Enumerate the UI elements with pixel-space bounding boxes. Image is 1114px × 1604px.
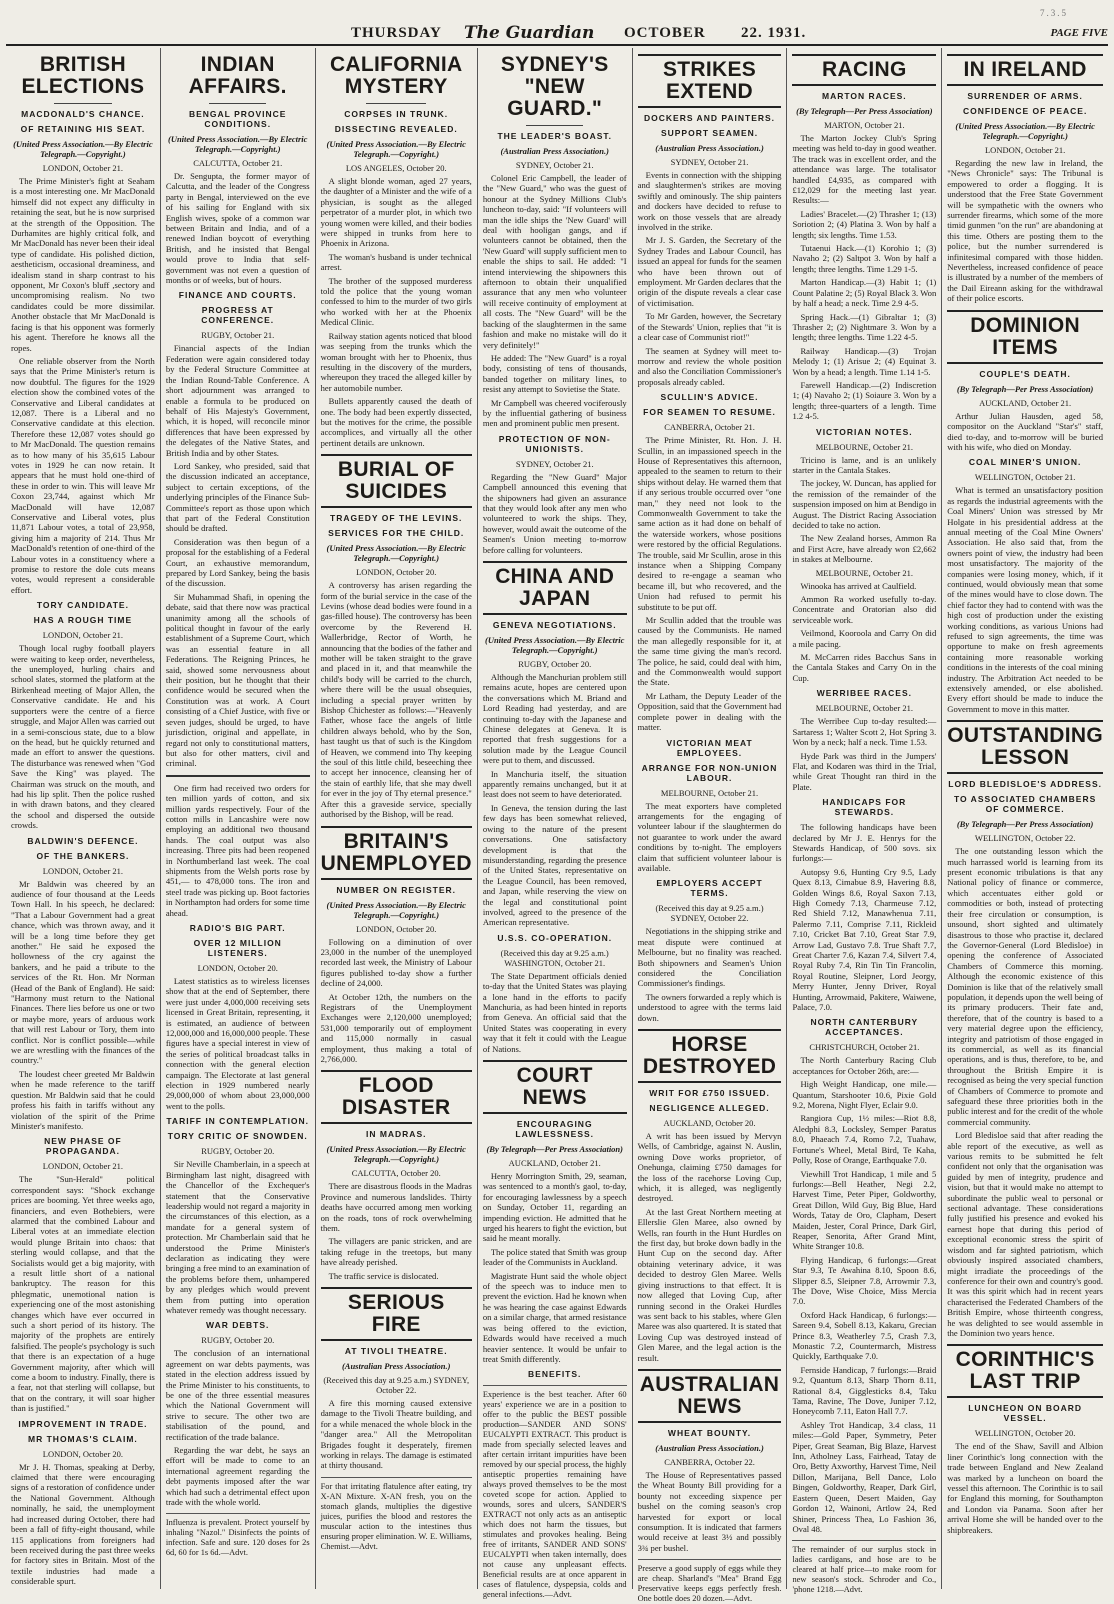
headline-indian-affairs: INDIAN AFFAIRS. (188, 53, 287, 98)
paragraph: The loudest cheer greeted Mr Baldwin when he made reference to the tariff question. Mr Baldwin said that he could profess his faith in tariffs without any violation of the spirit of the Prime Minister's manifesto. (11, 1068, 155, 1131)
dateline: LONDON, October 21. (984, 145, 1066, 155)
paragraph: Lord Sankey, who presided, said that the discussion indicated an acceptance, subject to certain exceptions, of the underlying principles of the Finance Sub-Committee's report as those upon which that part of the Federal Constitution should be drafted. (165, 460, 310, 534)
credit-line: (By Telegraph—Per Press Association) (956, 383, 1094, 394)
dateline: LONDON, October 21. (42, 630, 124, 641)
subhead: NUMBER ON REGISTER. (336, 884, 457, 895)
subhead: OVER 12 MILLION LISTENERS. (193, 938, 282, 958)
column-7 (941, 48, 1108, 1589)
subhead: WRIT FOR £750 ISSUED. (649, 1088, 770, 1098)
subhead: ENCOURAGING LAWLESSNESS. (515, 1119, 595, 1139)
paragraph: Regarding the "New Guard" Major Campbell announced this evening that the shipowners had given an assurance that they would look after any men who volunteered to work the ships. They, however, would await the outcome of the Seamen's Union meeting to-morrow before calling for volunteers. (482, 471, 627, 555)
subhead: VICTORIAN MEAT EMPLOYEES. (666, 737, 753, 758)
paragraph: One reliable observer from the North says that the Prime Minister's return is now doubtful. The figures for the 1929 election show the combined votes of the Conservative and Liberal candidates at 12,087. There is a Liberal and no Conservative candidate at this election. Therefore these 12,087 votes should go to Mr MacDonald. The question remains as to how many of his 35,615 Labour votes in 1929 he can now retain. It appears that he must hold one-third of these in order to win. This will leave Mr Coxon 23,744, against which Mr MacDonald will have 12,087 Conservative and Liberal votes, plus 11,871 Labour votes, a total of 23,958, giving him a majority of 214. Thus Mr MacDonald's retention of one-third of the Labour votes in a constituency where a promise to restore the dole cuts means votes, would represent a considerable effort. (11, 355, 155, 595)
subhead: FINANCE AND COURTS. (178, 290, 297, 301)
column-5 (632, 48, 787, 1604)
paragraph: The jockey, W. Duncan, has applied for the remission of the remainder of the suspension imposed on him at Bendigo in August. The District Racing Association decided to take no action. (792, 478, 937, 530)
paragraph: Latest statistics as to wireless licenses show that at the end of September, there were just under 4,000,000 receiving sets licensed in Great Britain, representing, it is estimated, an audience of between 12,000,000 and 16,000,000 people. These figures have a special interest in view of the series of political broadcast talks in connection with the general election campaign. The Electorate at last general election in 1929 numbered nearly 29,000,000 of whom about 23,000,000 went to the polls. (165, 976, 310, 1111)
subhead: LUNCHEON ON BOARD VESSEL. (968, 1403, 1083, 1424)
column-2 (160, 48, 315, 1589)
headline-flood-disaster: FLOOD DISASTER (321, 1070, 472, 1124)
subhead: BENGAL PROVINCE CONDITIONS. (188, 109, 287, 129)
paragraph: A slight blonde woman, aged 27 years, the daughter of a Minister and the wife of a physician, is sought as the alleged perpetrator of a murder plot, in which two young women were killed, and their bodies were shipped in trunks from here to Phoenix in Arizona. (320, 176, 472, 249)
headline-china-and-japan: CHINA AND JAPAN (483, 561, 627, 615)
race-result: Spring Hack.—(1) Gibraltar 1; (3) Thrasher 2; (2) Nightmare 3. Won by a length; three lengths. Time 1.22 4-5. (792, 311, 937, 343)
dateline: LONDON, October 20. (356, 923, 437, 934)
column-1 (6, 48, 160, 1589)
dateline: AUCKLAND, October 20. (663, 1118, 756, 1128)
dateline: MARTON, October 21. (824, 120, 905, 130)
subhead: DOCKERS AND PAINTERS. (644, 113, 776, 123)
subhead: DISSECTING REVEALED. (334, 124, 458, 134)
acceptance-list: Rangiora Cup, 1½ miles:—Riot 8.8, Aledphi 8.3, Locksley, Semper Paratus 8.0, Phaeach 7.4, Romo 7.2, Tuahaw, Fortune's Wheel, Metal Bird, Te Kaha, Polly, Rose of Orange, Earthquake 7.0. (792, 1113, 937, 1166)
subhead: MACDONALD'S CHANCE. (21, 109, 145, 119)
subhead: WAR DEBTS. (206, 1320, 270, 1331)
column-3 (315, 48, 477, 1589)
dateline: MELBOURNE, October 21. (815, 441, 913, 452)
subhead: U.S.S. CO-OPERATION. (497, 932, 613, 943)
dateline: MELBOURNE, October 21. (815, 703, 913, 714)
dateline: (Received this day at 9.25 a.m.) SYDNEY, October 22. (655, 903, 764, 924)
paragraph: Sir Neville Chamberlain, in a speech at Birmingham last night, disagreed with the Chancellor of the Exchequer's statement that the Conservative leadership would not regard a majority in the circumstances of this election, as a mandate for a general system of protection. Mr Chamberlain said that he understood the Prime Minister's declaration as indicating they were bringing a free mind to an examination of the problems before them, unhampered by any pledges which would prevent them from putting into operation whatever remedy was thought necessary. (165, 1159, 310, 1315)
paragraph: Hyde Park was third in the Jumpers' Flat, and Kodaren was third in the Trial, while Great Thought ran third in the Plate. (792, 750, 937, 792)
subhead: TARIFF IN CONTEMPLATION. (166, 1116, 310, 1127)
subhead: CONFIDENCE OF PEACE. (962, 106, 1088, 116)
credit-line: (Australian Press Association.) (500, 146, 609, 156)
paragraph: Though local rugby football players were waiting to keep order, nevertheless, the unemployed, hurling chairs and school slates, stormed the platform at the Birkenhead meeting of Major Allen, the Conservative candidate. He and his supporters were the centre of a fierce struggle, and Major Allen was carried out in a semi-conscious state, due to a blow on the head, but he quickly returned and made an effort to answer the questions. The disturbance was renewed when "God Save the King" was played. The Chairman was struck on the mouth, and had his lip split. Then the police rushed in with drawn batons, and they cleared the school and dispersed the outside crowds. (11, 643, 155, 831)
credit-line: (United Press Association.—By Electric Telegraph.—Copyright.) (955, 121, 1095, 141)
headline-strikes-extend: STRIKES EXTEND (638, 54, 782, 108)
paragraph: Mr J. H. Thomas, speaking at Derby, claimed that there were encouraging signs of a restoration of confidence under the National Government. Although nominally, he said, the unemployment had increased during October, there had been a fall of fifty-eight thousand, while 115 applications from foreigners had been received during the past three weeks for factory sites in Britain. Most of the textile industries had made a considerable spurt. (11, 1461, 155, 1587)
subhead: MR THOMAS'S CLAIM. (28, 1433, 138, 1444)
paragraph: In Manchuria itself, the situation apparently remains unchanged, but it at least does not seem to have deteriorated. (482, 768, 627, 800)
paragraph: The State Department officials denied to-day that the United States was playing a lone hand in the efforts to pacify Manchuria, as had been hinted in reports from Geneva. An official said that the United States was cooperating in every way that it felt it could with the League of Nations. (482, 970, 627, 1054)
dateline: MELBOURNE, October 21. (815, 567, 913, 578)
paragraph: Regarding the new law in Ireland, the "News Chronicle" says: The Tribunal is empowered to order a flogging. It is understood that the Free State Government will be sympathetic with the owners who surrender firearms, which some of the more timid gunmen "on the run" are abandoning at this time. Others are posting them to the police, but the number surrendered is infinitesimal compared with those hidden. Nevertheless, increased confidence of peace is illustrated by a number of the members of the Dail Eireann asking for the withdrawal of their police escorts. (947, 158, 1103, 304)
paragraph: The owners forwarded a reply which is understood to agree with the terms laid down. (637, 991, 782, 1023)
subhead: PROGRESS AT CONFERENCE. (201, 305, 275, 326)
paragraph: Consideration was then begun of a proposal for the establishing of a Federal Court, an exhaustive memorandum, prepared by Lord Sankey, being the basis of the discussion. (165, 536, 310, 589)
paragraph: The New Zealand horses, Ammon Ra and First Acre, have already won £2,662 in stakes at Melbourne. (792, 533, 937, 565)
paragraph: The conclusion of an international agreement on war debts payments, was stated in the election address issued by the Prime Minister to his constituents, to be one of the three essential measures which the National Government will strive to secure. The other two are stabilisation of the pound, and rectification of the trade balance. (165, 1348, 310, 1442)
advertisement: The remainder of our surplus stock in ladies cardigans, and hose are to be cleared at half price—to make room for new season's stock. Schroder and Co., 'phone 1218.—Advt. (792, 1540, 936, 1595)
headline-in-ireland: IN IRELAND (947, 54, 1103, 86)
credit-line: (United Press Association.—By Electric Telegraph.—Copyright.) (326, 543, 466, 564)
paragraph: The Prime Minister's fight at Seaham is a most interesting one. Mr MacDonald himself did not expect any difficulty in retaining the seat, but he is now surprised at the strength of the Opposition. The Durhamites are highly critical folk, and Mr MacDonald has never been their ideal type of candidate. His polished diction, aestheticism, occasional dreaminess, and idealism stand in sharp contrast to his opponent, Mr Coxon's bluff ,sectory and uncompromising realism. No two candidates could be more dissimilar. Another obstacle that Mr MacDonald is facing is that his opponent was formerly his agent. Therefore he knows all the ropes. (11, 176, 155, 353)
paragraph: The seamen at Sydney will meet to-morrow and review the whole position and also the Conciliation Commissioner's proposals already cabled. (637, 345, 782, 387)
library-stamp: 7.3.5 (1040, 8, 1068, 18)
paragraph: There are disastrous floods in the Madras Province and numerous landslides. Thirty deaths have occurred among men working on the roads, tons of rock overwhelming them. (320, 1181, 472, 1233)
subhead: TO ASSOCIATED CHAMBERS OF COMMERCE. (953, 794, 1097, 815)
credit-line: (Australian Press Association.) (341, 1361, 451, 1372)
credit-line: (Australian Press Association.) (655, 1442, 764, 1453)
paragraph: Events in connection with the shipping and slaughtermen's strikes are moving swiftly and ominously. The ship painters and dockers have decided to refuse to work on those vessels that are already involved in the strike. (637, 170, 782, 233)
dateline: AUCKLAND, October 21. (979, 397, 1072, 408)
credit-line: (United Press Association.—By Electric Telegraph.—Copyright.) (484, 635, 625, 655)
headline-british-elections: BRITISH ELECTIONS (21, 53, 145, 98)
subhead: VICTORIAN NOTES. (816, 426, 913, 437)
paragraph: Magistrate Hunt said the whole object of the speech was to induce men to prevent the eviction. Had he known when he was hearing the case against Edwards on a similar charge, that armed resistance was being offered to the eviction, Edwards would have received a much heavier sentence. It would be unfair to treat Smith differently. (482, 1270, 627, 1364)
subhead: FOR SEAMEN TO RESUME. (643, 407, 776, 418)
subhead: WHEAT BOUNTY. (667, 1427, 752, 1438)
subhead: IN MADRAS. (365, 1129, 427, 1140)
paragraph: Mr Scullin added that the trouble was caused by the Communists. He named the man allegedly responsible for it, at the same time giving the man's record. The police, he said, could deal with him, and the Commonwealth would support the State. (637, 615, 782, 688)
paragraph: Financial aspects of the Indian Federation were again considered today by the Federal Structure Committee at the Indian Round-Table Conference. A short adjournment was arranged to enable a formula to be produced on behalf of His Majesty's Government, which, it is hoped, will reconcile minor differences that have been expressed by the delegates of the Native States, and British India and by other States. (165, 343, 310, 458)
race-result: Railway Handicap.—(3) Trojan Melody 1; (1) Arisue 2; (4) Equinat 3. Won by a head; a length. Time 1.14 1-5. (792, 345, 937, 377)
advertisement: Experience is the best teacher. After 60 years' experience we are in a position to offer to the public the BEST possible production—SANDER AND SONS' EUCALYPTI EXTRACT. This product is made from specially selected leaves and after certain irritant impurities have been removed by our special process, the highly antiseptic properties remaining have always proved themselves to be the most coveted scope for action. Applied to wounds, sores and ulcers, SANDER'S EXTRACT not only acts as an antiseptic which does not harm the tissues, but stimulates and provokes healing. Being free of irritants, SANDER AND SONS' EUCALYPTI when taken internally, does not cause any unpleasant effects. Beneficial results are at once apparent in cases of flatulence, dyspepsia, colds and general infections.—Advt. (483, 1385, 627, 1600)
subhead: PROTECTION OF NON-UNIONISTS. (498, 433, 611, 454)
masthead-page-number: PAGE FIVE (1050, 27, 1108, 39)
paragraph: Following on a diminution of over 23,000 in the number of the unemployed recorded last week, the Ministry of Labour figures published to-day show a further decline of 24,000. (320, 936, 472, 989)
paragraph: In Geneva, the tension during the last few days has been somewhat relieved, owing to the nature of the present conversations. One satisfactory development is that the misunderstanding, regarding the presence of the United States, representative on the League Council, has been removed, and Japan, while reserving the view on the legal and constitutional point involved, agreed to the presence of the American representative. (482, 802, 627, 928)
dateline: (Received this day at 9.25 a.m.) WASHINGTON, October 21. (500, 947, 609, 968)
dateline: MELBOURNE, October 21. (660, 787, 759, 798)
paragraph: The police stated that Smith was group leader of the Communists in Auckland. (482, 1246, 627, 1268)
paragraph: The Prime Minister, Rt. Hon. J. H. Scullin, in an impassioned speech in the House of Representatives this afternoon, appealed to the seamen to return to their ships without delay. He warned them that if any serious trouble occurred over "one man," they need not look to the Commonwealth Government to take the same action as it had done on behalf of the waterside workers, whose positions were restored by the official Regulations. The trouble, said Mr Scullin, arose in this instance when a Shipping Company desired to re-engage a seaman who became ill, but who recovered, and the Union had refused to permit his substitute to be put off. (637, 435, 782, 612)
headline-court-news: COURT NEWS (483, 1060, 627, 1114)
paragraph: Henry Morrington Smith, 29, seaman, was sentenced to a month's gaol, to-day, for encouraging lawlessness by a speech on Sunday, October 11, regarding an impending eviction. He admitted that he urged his hearers to fight the eviction, but said he meant morally. (482, 1171, 627, 1244)
paragraph: The brother of the supposed murderess told the police that the young woman confessed to him to the murder of two girls who worked with her at the Phoenix Medical Clinic. (320, 275, 472, 328)
subhead: NEGLIGENCE ALLEGED. (649, 1103, 770, 1113)
subhead: HAS A ROUGH TIME (33, 615, 133, 626)
dateline: LONDON, October 21. (42, 865, 124, 876)
subhead: CORPSES IN TRUNK. (344, 109, 449, 119)
dateline: RUGBY, October 21. (201, 330, 275, 341)
advertisement: For that irritating flatulence after eating, try X-AN Mixture. X-AN fresh, you on the stomach glands, multiplies the digestive juices, purifies the blood and restores the muscular action to the intestines thus ensuring proper elimination. W. E. Williams, Chemist.—Advt. (321, 1477, 472, 1552)
subhead: WERRIBEE RACES. (816, 688, 912, 699)
dateline: (Received this day at 9.25 a.m.) SYDNEY, October 22. (323, 1375, 470, 1396)
advertisement: Preserve a good supply of eggs while they are cheap. Sharland's "Mea" Brand Egg Preservative keeps eggs perfectly fresh. One bottle does 20 dozen.—Advt. (638, 1559, 782, 1604)
subhead: LORD BLEDISLOE'S ADDRESS. (948, 779, 1102, 790)
paragraph: Mr Latham, the Deputy Leader of the Opposition, said that the Government had complete power in dealing with the matter. (637, 690, 782, 733)
subhead: OF RETAINING HIS SEAT. (20, 124, 146, 134)
subhead: SUPPORT SEAMEN. (660, 128, 759, 138)
paragraph: Railway station agents noticed that blood was seeping from the trunks which the woman brought with her to Phoenix, thus resulting in the discovery of the murders, whereupon they traced the alleged killer by her automobile number. (320, 330, 472, 393)
divider (166, 775, 310, 777)
paragraph: The end of the Shaw, Savill and Albion liner Corinthic's long connection with the trade between England and New Zealand was marked by a luncheon on board the vessel this afternoon. The Corinthic is to sail for England this morning, for Southampton and London via Panama. Soon after her arrival Home she will be handed over to the shipbreakers. (947, 1441, 1103, 1535)
acceptance-list: Viewhill Trot Handicap, 1 mile and 5 furlongs:—Bell Heather, Negi 2.2, Harvest Time, Peter Piper, Goldworthy, Great Dillon, Wild Guy, Big Blue, Hard Words, Tatay de Oro, Clapham, Desert Maiden, Jester, Coral Prince, Dark Girl, Reaper, Senorita, After Grand Mint, White Stranger 10.8. (792, 1168, 937, 1252)
paragraph: The traffic service is dislocated. (328, 1270, 439, 1281)
paragraph: The one outstanding lesson which the much harrassed world is learning from its present economic tribulations is that any National policy of finance or commerce, which accentuates either gold or commodities or both, instead of protecting their free circulation or consumption, is unsound, short sighted and ultimately disastrous to those who practise it, declared the Governor-General (Lord Bledisloe) in opening the conference of Associated Chambers of Commerce this morning. Although the economic existence of this Dominion is like that of the relatively small population, it depends upon the well being of its primary producers. Their fate and, therefore, that of the country is based to a very material degree upon the efficiency, integrity and patriotism of those engaged in its commercial, as well as its financial operations, and is thus, therefore, to be, and throughout the British Empire it is recognised as being the very special function of Chambers of Commerce to promote and safeguard these three priorities both in the public interest and for the credit of the whole commercial community. (947, 846, 1103, 1127)
acceptance-list: High Weight Handicap, one mile.—Quantum, Starshooter 10.6, Pixie Gold 9.2, Morena, Night Flyer, Eclair 9.0. (792, 1079, 937, 1111)
credit-line: (By Telegraph—Per Press Association) (956, 819, 1094, 830)
subhead: BALDWIN'S DEFENCE. (27, 835, 139, 846)
paragraph: The Werribee Cup to-day resulted:—Sartaress 1; Walter Scott 2, Hot Spring 3. Won by a neck; half a neck. Time 1.53. (792, 716, 937, 748)
subhead: GENEVA NEGOTIATIONS. (492, 620, 617, 630)
dateline: WELLINGTON, October 20. (974, 1428, 1076, 1439)
dateline: CANBERRA, October 22. (664, 1456, 755, 1467)
race-result: Farewell Handicap.—(2) Indiscretion 1; (4) Navaho 2; (1) Soiaure 3. Won by a length; three-quarters of a length. Time 1.2 4-5. (792, 379, 937, 422)
credit-line: (By Telegraph—Per Press Association) (486, 1144, 623, 1154)
masthead-row (6, 24, 1108, 42)
paragraph: Regarding the war debt, he says an effort will be made to come to an international agreement regarding the debt payments imposed after the war which had such a detrimental effect upon trade with the whole world. (165, 1445, 310, 1508)
columns (6, 48, 1108, 1604)
paragraph: Mr J. S. Garden, the Secretary of the Sydney Trades and Labour Council, has issued an appeal for funds for the seamen who have been thrown out of employment. Mr Garden declares that the origin of the dispute reveals a clear case of victimisation. (637, 235, 782, 308)
subhead: SERVICES FOR THE CHILD. (328, 528, 465, 539)
credit-line: (Australian Press Association.) (655, 143, 764, 153)
subhead: SURRENDER OF ARMS. (967, 91, 1083, 101)
subhead: ARRANGE FOR NON-UNION LABOUR. (641, 762, 778, 783)
subhead: OF THE BANKERS. (36, 850, 130, 861)
divider (526, 125, 584, 126)
paragraph: Colonel Eric Campbell, the leader of the "New Guard," who was the guest of honour at the Sydney Millions Club's luncheon to-day, said: "If volunteers will man the idle ships the 'New Guard' will deal with hooligan gangs, and if volunteers cannot be obtained, then the 'New Guard' will supply sufficient men to enable the ships to sail. He added: "I intend interviewing the shipowners this afternoon to obtain their unqualified assurance that any men who volunteer will receive continuity of employment at all costs. The "New Guard" will be the backing of the slaughtermen in the same fashion and make no mistake will do it very definitely!" (482, 173, 627, 350)
headline-britains-unemployed: BRITAIN'S UNEMPLOYED (321, 826, 472, 880)
credit-line: (By Telegraph—Per Press Association) (796, 106, 933, 116)
credit-line: (United Press Association.—By Electric Telegraph.—Copyright.) (167, 134, 308, 154)
masthead-month: OCTOBER (624, 24, 706, 41)
subhead: HANDICAPS FOR STEWARDS. (822, 797, 907, 818)
paragraph: Dr. Sengupta, the former mayor of Calcutta, and the leader of the Congress party in Bengal, interviewed on the eve of his sailing for England with six English wives, spoke of a common war between Britain and India, and of a renewed Indian boycott of everything British, and he insisted that Bengal would prove to India that self-government was not even a question of months or of weeks, but of hours. (165, 171, 310, 286)
race-result: Marton Handicap.—(3) Habit 1; (1) Count Palatine 2; (5) Royal Black 3. Won by half a head; a neck. Time 2.9 4-5. (792, 277, 937, 309)
dateline: CALCUTTA, October 20. (351, 1168, 441, 1179)
paragraph: Autopsy 9.6, Hunting Cry 9.5, Lady Quex 8.13, Cimabue 8.9, Havering 8.8, Golden Wings 8.6, Royal Saxon 7.13, High Comedy 7.13, Charmeuse 7.12, Red Shield 7.12, Manawhenua 7.11, Palermo 7.11, Comprise 7.11, Rickleid 7.10, Cricket Bat 7.10, Great Star 7.9, Arrow Lad, Gustavo 7.8. True Shaft 7.7, Great Charter 7.6, Kazan 7.4, Silvert 7.4, Royal Ruby 7.4, Rin Tin Tin Francolin, Royal Routine, Sleipner, Lord Jeorgy, Merry Hunter, Jenny Driver, Royal Hunting, Arrowmaid, Pakitere, Waiwene, Palace, 7.0. (792, 866, 937, 1013)
dateline: WELLINGTON, October 22. (974, 833, 1076, 844)
dateline: CANBERRA, October 21. (664, 422, 755, 433)
subhead: EMPLOYERS ACCEPT TERMS. (656, 878, 763, 899)
headline-corinthics-last-trip: CORINTHIC'S LAST TRIP (947, 1344, 1103, 1398)
paragraph: Arthur Julian Hausden, aged 58, compositor on the Auckland "Star's" staff, died to-day, and to-morrow will be buried with his wife, who died on Monday. (947, 410, 1103, 452)
credit-line: (United Press Association.—By Electric Telegraph.—Copyright.) (326, 1144, 466, 1165)
acceptance-list: Fernside Handicap, 7 furlongs:—Braid 9.2, Quantum 8.13, Sharp Thorn 8.11, Rational 8.4, Gigglesticks 8.4, Taku Tama, Ravine, The Dove, Juniper 7.12, Honeycomb 7.11, Eaton Hall 7.7. (792, 1364, 937, 1417)
acceptance-list: Ashley Trot Handicap, 3.4 class, 11 miles:—Gold Paper, Symmetry, Peter Piper, Great Seaman, Big Blaze, Harvest Inn, Atholney Lass, Fairhead, Tatay de Oro, Betty Axworthy, Harvest Time, Neil Dillon, Marijana, Bell Dance, Lolo Bingen, Goldworthy, Reaper, Dark Girl, Eastern Queen, Desert Maiden, Gay Gordon 12, Wainoni, Artlow 24, Red Shiner, Princess Thea, Lo Fashion 36, Oval 48. (792, 1419, 937, 1534)
paragraph: Negotiations in the shipping strike and meat dispute were continued at Melbourne, but no finality was reached. Both shipowners and Seamen's Union considered the Conciliation Commissioner's findings. (637, 926, 782, 989)
race-result: Tutaenui Hack.—(1) Korohio 1; (3) Navaho 2; (2) Saltpot 3. Won by half a length; three lengths. Time 1.29 1-5. (792, 243, 937, 274)
headline-sydneys-new-guard: SYDNEY'S "NEW GUARD." (500, 53, 609, 120)
dateline: RUGBY, October 20. (518, 659, 592, 669)
subhead: RADIO'S BIG PART. (189, 923, 286, 933)
dateline: CHRISTCHURCH, October 21. (809, 1042, 920, 1053)
acceptance-list: Oxford Hack Handicap, 6 furlongs:—Sareen 9.4, Sobell 8.13, Kakaru, Grecian Prince 8.3, Weatherley 7.5, Crash 7.3, Monastic 7.2, Countermarch, Mistress Quickly, Earthquake 7.0. (792, 1309, 937, 1362)
paragraph: The Marton Jockey Club's Spring meeting was held to-day in good weather. The track was in excellent order, and the attendance was large. The totalisator handled £4,935, as compared with £12,029 for the meeting last year. Results:— (792, 133, 937, 206)
dateline: LONDON, October 20. (356, 567, 437, 578)
column-4 (477, 48, 632, 1600)
masthead-paper-name: The Guardian (464, 23, 595, 43)
dateline: SYDNEY, October 21. (515, 160, 594, 170)
paragraph: At the last Great Northern meeting at Ellerslie Glen Maree, also owned by Wells, ran fourth in the Hunt Hurdles on the first day, but broke down badly in the Hunt Cup on the second day. After obtaining veterinary advice, it was decided to destroy Glen Maree. Wells giving instructions to that effect. It is now alleged that Loving Cup, after running second in the Orakei Hurdles was sent back to his stables, where Glen Maree was also quartered. It is stated that Loving Cup was destroyed instead of Glen Maree, and the legal action is the result. (637, 1206, 782, 1363)
headline-california-mystery: CALIFORNIA MYSTERY (329, 53, 463, 98)
subhead: SCULLIN'S ADVICE. (660, 392, 759, 403)
dateline: LONDON, October 21. (42, 1161, 124, 1172)
dateline: CALCUTTA, October 21. (193, 158, 283, 168)
subhead: MARTON RACES. (822, 91, 907, 101)
subhead: AT TIVOLI THEATRE. (344, 1346, 448, 1357)
paragraph: Bullets apparently caused the death of one. The body had been expertly dissected, but the motives for the crime, the possible accomplices, and virtually all the other pertinent details are unknown. (320, 396, 472, 448)
paragraph: The villagers are panic stricken, and are taking refuge in the treetops, but many have already perished. (320, 1236, 472, 1268)
dateline: SYDNEY, October 21. (515, 458, 594, 469)
credit-line: (United Press Association.—By Electric Telegraph.—Copyright.) (326, 899, 466, 920)
paragraph: Although the Manchurian problem still remains acute, hopes are centered upon the conversations which M. Briand and Lord Reading had yesterday, and are continuing to-day with the Japanese and Chinese delegates at Geneva. It is reported that fresh suggestions for a solution made by the League Council were put to them, and discussed. (482, 672, 627, 766)
paragraph: Veilmond, Kooroola and Carry On did a mile pacing. (792, 628, 937, 649)
headline-outstanding-lesson: OUTSTANDING LESSON (947, 720, 1103, 774)
credit-line: (United Press Association.—By Electric Telegraph.—Copyright.) (13, 139, 153, 159)
paragraph: Tricino is lame, and is an unlikely starter in the Cantala Stakes. (792, 454, 937, 475)
subhead: TORY CANDIDATE. (36, 600, 129, 611)
headline-serious-fire: SERIOUS FIRE (321, 1287, 472, 1341)
paragraph: At October 12th, the numbers on the Registrars of the Unemployment Exchanges were 2,120,000 unemployed; 531,000 temporarily out of employment and 115,000 normally in casual employment, thus making a total of 2,766,000. (320, 991, 472, 1064)
paragraph: Mr Baldwin was cheered by an audience of four thousand at the Leeds Town Hall. In his speech, he declared: "That a Labour Government had a great chance, which was thrown away, and it will be a long time before they get another." He said he exposed the hollowness of the cry against the bankers, and he paid a tribute to the services of the Rt. Hon. Mr Norman (Head of the Bank of England). He said: "Harmony must return to the National Finances. There lies before us one or two or maybe more, years of arduous work that will rest Labour or Tory, them into conflict. Nor is conflict possible—while we are wrestling with the finances of the country." (11, 878, 155, 1066)
headline-burial-of-suicides: BURIAL OF SUICIDES (321, 454, 472, 508)
dateline: LONDON, October 20. (197, 963, 278, 973)
credit-line: (United Press Association.—By Electric Telegraph.—Copyright.) (326, 139, 466, 159)
divider (209, 103, 267, 104)
subhead: COAL MINER'S UNION. (968, 457, 1082, 468)
paragraph: One firm had received two orders for ten million yards of cotton, and six million yards respectively. Four of the cotton mills in Lancashire were now employing an additional two thousand hands. The coal output was also increasing. Three pits had been reopened in Northumberland last week. The coal shipments from the Welsh ports rose by 451,— to 478,000 tons. The iron and steel trade was picking up. Boot factories in Northampton had orders for some time ahead. (165, 782, 310, 918)
masthead (6, 6, 1108, 46)
paragraph: M. McCarren rides Bacchus Sans in the Cantala Stakes and Carry On in the Cup. (792, 652, 937, 683)
paragraph: The woman's husband is under technical arrest. (320, 251, 472, 273)
paragraph: Winooka has arrived at Caulfield. (800, 580, 917, 591)
dateline: LONDON, October 21. (42, 163, 124, 173)
paragraph: A writ has been issued by Mervyn Wells, of Cambridge, against N. Auslin, owning Dove works proprietor, of Onehunga, claiming £750 damages for the loss of the racehorse Loving Cup, which, it is alleged, was negligently destroyed. (637, 1131, 782, 1204)
subhead: NEW PHASE OF PROPAGANDA. (44, 1136, 122, 1157)
paragraph: The meat exporters have completed arrangements for the engaging of volunteer labour if the slaughtermen do not guarantee to work under the award conditions by to-night. The employers claim that sufficient volunteer labour is available. (637, 800, 782, 873)
headline-australian-news: AUSTRALIAN NEWS (638, 1369, 782, 1423)
dateline: LOS ANGELES, October 20. (345, 163, 447, 173)
dateline: SYDNEY, October 21. (670, 157, 749, 167)
subhead: TORY CRITIC OF SNOWDEN. (167, 1131, 308, 1142)
dateline: WELLINGTON, October 21. (974, 472, 1076, 483)
headline-horse-destroyed: HORSE DESTROYED (638, 1029, 782, 1083)
paragraph: The following handicaps have been declared by Mr J. E. Henrys for the Stewards Handicap, of 500 sovs. six furlongs:— (792, 822, 937, 864)
subhead: IMPROVEMENT IN TRADE. (18, 1418, 148, 1429)
paragraph: Sir Muhammad Shafi, in opening the debate, said that there now was practical unanimity among all the schools of political thought in favour of the early establishment of a Supreme Court, which was an essential feature in all Federations. The Reigning Princes, he said, showed some nervousness about their position, but he thought that their confidence would be secured when the Constitution was at work. A Court consisting of a Chief Justice, with five or seven judges, should be urged, to have jurisdiction, original and appellate, in regard not only to constitutional matters, but also for other matters, civil and criminal. (165, 591, 310, 769)
subhead: BENEFITS. (528, 1369, 582, 1380)
paragraph: Mr Campbell was cheered vociferously by the influential gathering of business men and prominent public men present. (482, 397, 627, 429)
race-result: Ladies' Bracelet.—(2) Thrasher 1; (13) Soriotion 2; (4) Platina 3. Won by half a length; six lengths. Time 1.53. (792, 208, 937, 240)
subhead: THE LEADER'S BOAST. (497, 131, 612, 141)
paragraph: To Mr Garden, however, the Secretary of the Stewards' Union, replies that "it is a clear case of Communist riot!" (637, 311, 782, 343)
paragraph: Ammon Ra worked usefully to-day. Concentrate and Oratorian also did serviceable work. (792, 594, 937, 625)
subhead: NORTH CANTERBURY ACCEPTANCES. (810, 1017, 919, 1038)
masthead-date: 22. 1931. (741, 24, 807, 41)
subhead: COUPLE'S DEATH. (979, 368, 1071, 379)
acceptance-list: Flying Handicap, 6 furlongs:—Great Star 9.3, Te Awahina 8.10, Spoon 8.6, Slipper 8.5, Sleipner 7.8, Arrowmir 7.3, The Dove, Wise Choice, Miss Mercia 7.0. (792, 1254, 937, 1307)
column-6 (786, 48, 941, 1595)
divider (54, 103, 112, 104)
advertisement: Influenza is prevalent. Protect yourself by inhaling "Nazol." Disinfects the points of infection. Safe and sure. 120 doses for 2s 6d, 60 for 1s 6d.—Advt. (166, 1513, 310, 1558)
paragraph: Lord Bledisloe said that after reading the able report of the executive, as well as various remits to be submitted he felt confident not only that the organisation was guided by men of integrity, prudence and vision, but that it would make no attempt to subordinate the public weal to personal or sectional advantage. These considerations fully justified his presence and evoked his earnest hope that during this period of exceptional economic stress the spirit of wisdom and far sighted patriotism, which obviously inspired associated chambers, might irradiate the proceedings of the conference for their own and country's good. It was this spirit which had in recent years characterised the Federated Chambers of the British Empire, whose thirteenth congress, he was delighted to see would assemble in the Dominion two years hence. (947, 1130, 1103, 1338)
paragraph: The North Canterbury Racing Club acceptances for October 26th, are:— (792, 1055, 937, 1076)
paragraph: He added: The "New Guard" is a royal body, consisting of tens of thousands, banded together on military lines, to resist any attempt to Sovietise the State. (482, 352, 627, 395)
paragraph: The "Sun-Herald" political correspondent says: "Shock exchange prices are booming. Yet three weeks ago, financiers, and even Bothebiers, were alarmed that the combined Labour and Liberal votes at an immediate election would plunge Britain into chaos: that sterling would collapse, and that the Socialists would get a big majority, with a result little short of a national bankruptcy. The reason for this phlegmatic, unemotional nation is experiencing one of the most astonishing changes which have ever occurred in such a short period of its history. The majority of the prophets are entirely falsified. The people's psychology is such that there is an expectation of a huge Government majority, after which will come a boom to industry. Finally, there is a fear, not that sterling will collapse, but that on the contrary, it will soar higher than is justified." (11, 1174, 155, 1414)
paragraph: What is termed an unsatisfactory position as regards the industrial agreements with the Coal Miners' Union was stressed by Mr Holgate in his presidential address at the annual meeting of the Coal Mine Owners' Association. He also said that, from the owners point of view, the industry had been most unsatisfactory. The majority of the companies were losing money, which, if it continued, would obviously mean that some of the mines would have to close down. The chief factor they had to contend with was the high cost of production under the existing working conditions, as various Unions had refused to sign agreements, the time was opportune to make on fresh agreements containing more reasonable working conditions in the interests of the coal mining industry. The Arbitration Act needed to be extensively amended, or else abolished. Every effort should be made to induce the Government to move in this matter. (947, 485, 1103, 714)
headline-dominion-items: DOMINION ITEMS (947, 310, 1103, 364)
headline-racing: RACING (792, 54, 936, 86)
subhead: TRAGEDY OF THE LEVINS. (330, 513, 463, 524)
paragraph: A fire this morning caused extensive damage to the Tivoli Theatre building, and for a while menaced the whole block in the "danger area." All the Metropolitan Brigades fought it desperately, firemen working in relays. The damage is estimated at thirty thousand. (320, 1398, 472, 1471)
paragraph: A controversy has arisen regarding the form of the burial service in the case of the Levins (whose dead bodies were found in a gas-filled house). The controversy has been overcome by the Reverend H. Wallerbridge, Rector of Worth, he announcing that the bodies of the father and mother will be taken straight to the grave and placed in it, and that meanwhile the child's body will be carried to the church, where there will be the usual obsequies, including a special prayer written by Bishop Chichester as follows:—"Heavenly Father, whose face the angels of little children always behold, who by the Son, hast taught us that of such is the Kingdom of Heaven, we commend into Thy keeping the soul of this little child, beseeching thee to accept her innocence, cleansing her of the stain of earthly life, that she may dwell for ever in the joy of Thy eternal presence." After this a graveside service, specially authorised by the Bishop, will be read. (320, 580, 472, 820)
dateline: LONDON, October 20. (42, 1448, 124, 1459)
dateline: RUGBY, October 20. (201, 1335, 275, 1346)
dateline: RUGBY, October 20. (201, 1146, 275, 1157)
divider (366, 103, 426, 104)
dateline: AUCKLAND, October 21. (508, 1158, 601, 1168)
paragraph: The House of Representatives passed the Wheat Bounty Bill providing for a bounty not exceeding sixpence per bushel on the coming season's crop harvested for export or local consumption. It is indicated that farmers would receive at least 3½ and possibly 3¾ per bushel. (637, 1469, 782, 1553)
masthead-day: THURSDAY (351, 24, 442, 41)
